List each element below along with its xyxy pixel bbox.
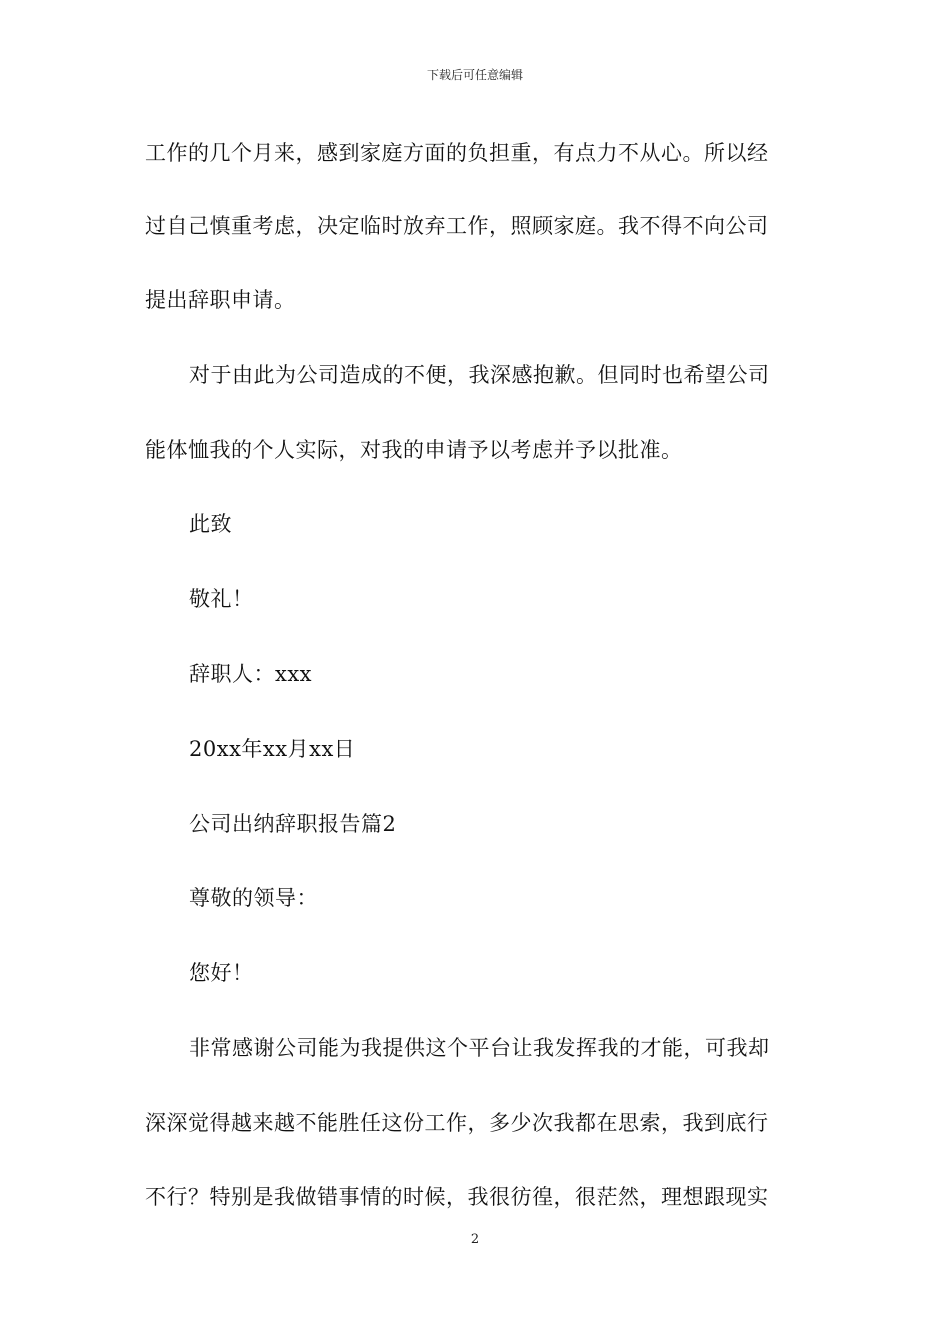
page-header: 下载后可任意编辑 <box>426 68 523 82</box>
greeting-line: 您好！ <box>189 961 254 985</box>
date-line: 20xx年xx月xx日 <box>189 737 356 761</box>
paragraph-line: 过自己慎重考虑，决定临时放弃工作，照顾家庭。我不得不向公司 <box>145 214 769 238</box>
paragraph-line: 深深觉得越来越不能胜任这份工作，多少次我都在思索，我到底行 <box>145 1111 769 1135</box>
paragraph-line: 能体恤我的个人实际，对我的申请予以考虑并予以批准。 <box>145 438 683 462</box>
section-title: 公司出纳辞职报告篇2 <box>189 812 397 836</box>
signature-line: 辞职人：xxx <box>189 662 313 686</box>
paragraph-line: 对于由此为公司造成的不便，我深感抱歉。但同时也希望公司 <box>189 363 770 387</box>
closing-salutation: 此致 <box>189 512 232 536</box>
paragraph-line: 工作的几个月来，感到家庭方面的负担重，有点力不从心。所以经 <box>145 141 769 165</box>
paragraph-line: 提出辞职申请。 <box>145 288 296 312</box>
paragraph-line: 非常感谢公司能为我提供这个平台让我发挥我的才能，可我却 <box>189 1036 770 1060</box>
page-number: 2 <box>470 1232 480 1247</box>
paragraph-line: 不行？特别是我做错事情的时候，我很彷徨，很茫然，理想跟现实 <box>145 1185 769 1209</box>
closing-regards: 敬礼！ <box>189 587 254 611</box>
greeting-line: 尊敬的领导： <box>189 886 318 910</box>
